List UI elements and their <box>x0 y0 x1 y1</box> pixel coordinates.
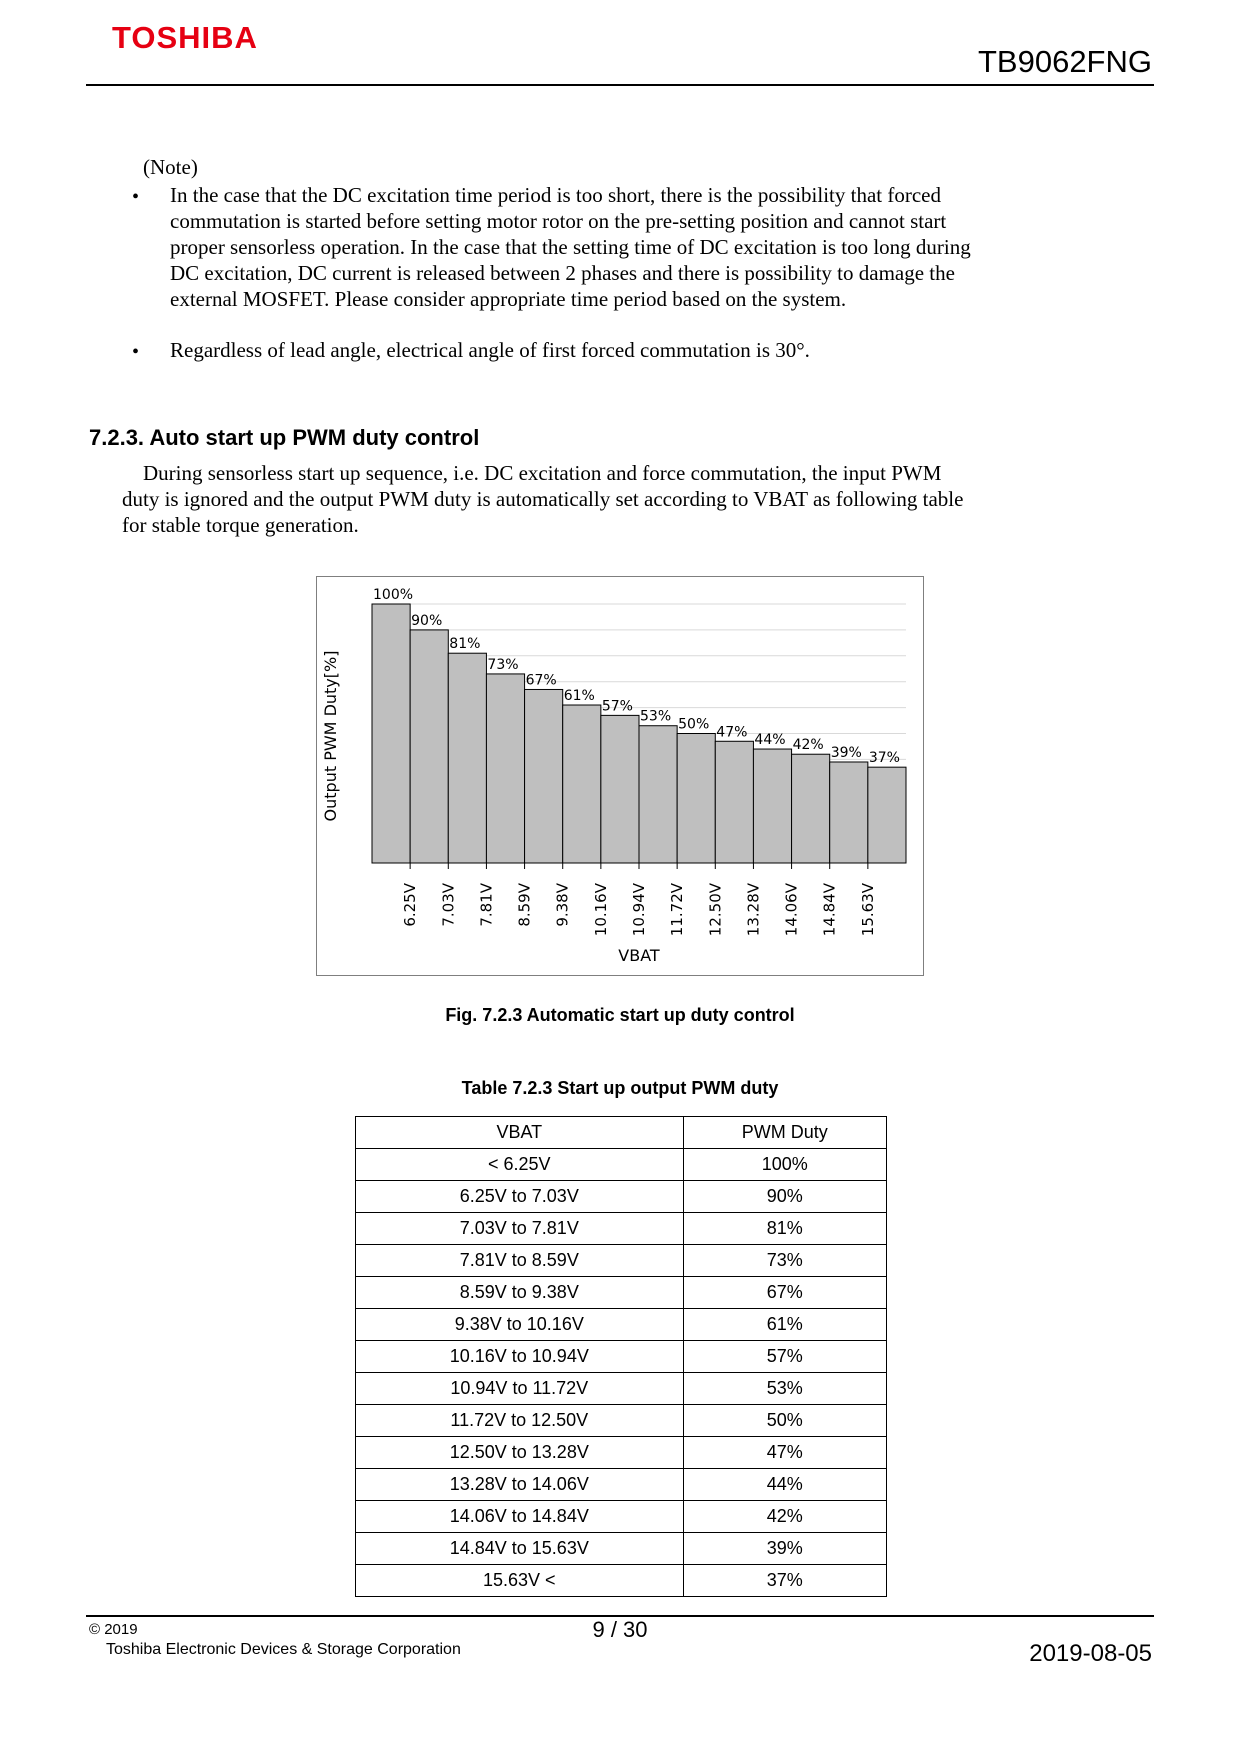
bar <box>753 749 791 863</box>
column-header-pwm-duty: PWM Duty <box>683 1117 886 1149</box>
vbat-cell: 10.94V to 11.72V <box>356 1373 684 1405</box>
data-label: 61% <box>563 688 595 705</box>
x-tick-label: 15.63V <box>858 883 877 937</box>
data-label: 50% <box>678 716 710 733</box>
note-bullet-1 <box>170 182 1150 312</box>
footer-date: 2019-08-05 <box>1029 1640 1152 1667</box>
table-row <box>356 1181 887 1213</box>
intro-line: for stable torque generation. <box>122 513 359 537</box>
data-label: 67% <box>525 672 557 689</box>
data-label: 42% <box>792 737 824 754</box>
table-row <box>356 1501 887 1533</box>
x-tick-label: 11.72V <box>668 883 687 937</box>
toshiba-logo: TOSHIBA <box>112 20 258 55</box>
table-row <box>356 1437 887 1469</box>
pwm-duty-cell: 100% <box>683 1149 886 1181</box>
x-tick-label: 14.06V <box>782 883 801 937</box>
intro-line: duty is ignored and the output PWM duty is automatically set according to VBAT as following table <box>122 487 964 511</box>
vbat-cell: 9.38V to 10.16V <box>356 1309 684 1341</box>
data-label: 81% <box>449 636 481 653</box>
y-axis-label: Output PWM Duty[%] <box>321 650 340 822</box>
bar <box>448 653 486 863</box>
vbat-cell: 7.03V to 7.81V <box>356 1213 684 1245</box>
note-line: Regardless of lead angle, electrical angle of first forced commutation is 30°. <box>170 338 810 362</box>
duty-chart <box>316 576 924 976</box>
bar <box>410 630 448 863</box>
vbat-cell: 10.16V to 10.94V <box>356 1341 684 1373</box>
x-tick-label: 10.94V <box>630 883 648 937</box>
bar <box>830 762 868 863</box>
vbat-cell: 14.06V to 14.84V <box>356 1501 684 1533</box>
vbat-cell: 13.28V to 14.06V <box>356 1469 684 1501</box>
data-label: 37% <box>868 750 900 767</box>
bar <box>486 674 524 863</box>
note-line: commutation is started before setting motor rotor on the pre-setting position and cannot start <box>170 209 947 233</box>
pwm-duty-cell: 61% <box>683 1309 886 1341</box>
company-name: Toshiba Electronic Devices & Storage Corporation <box>106 1641 461 1658</box>
duty-table <box>355 1116 887 1597</box>
x-tick-label: 12.50V <box>706 883 725 937</box>
table-row <box>356 1341 887 1373</box>
x-axis-label: VBAT <box>618 946 660 965</box>
data-label: 44% <box>754 732 786 749</box>
bullet-marker: • <box>132 186 140 208</box>
pwm-duty-cell: 37% <box>683 1565 886 1597</box>
bar <box>601 715 639 863</box>
table-row <box>356 1469 887 1501</box>
vbat-cell: 7.81V to 8.59V <box>356 1245 684 1277</box>
bar <box>639 726 677 863</box>
x-tick-label: 9.38V <box>553 883 572 927</box>
section-intro <box>122 460 1152 538</box>
bar <box>525 689 563 863</box>
data-label: 53% <box>640 708 672 725</box>
x-tick-label: 7.81V <box>477 883 496 927</box>
vbat-cell: 12.50V to 13.28V <box>356 1437 684 1469</box>
table-row <box>356 1373 887 1405</box>
pwm-duty-cell: 50% <box>683 1405 886 1437</box>
data-label: 39% <box>830 744 862 761</box>
pwm-duty-cell: 81% <box>683 1213 886 1245</box>
pwm-duty-cell: 44% <box>683 1469 886 1501</box>
x-tick-label: 10.16V <box>591 883 610 937</box>
bullet-marker: • <box>132 341 140 363</box>
intro-line: During sensorless start up sequence, i.e. DC excitation and force commutation, the input PWM <box>143 461 942 485</box>
bar <box>372 604 410 863</box>
vbat-cell: 6.25V to 7.03V <box>356 1181 684 1213</box>
pwm-duty-cell: 90% <box>683 1181 886 1213</box>
pwm-duty-cell: 73% <box>683 1245 886 1277</box>
table-row <box>356 1245 887 1277</box>
bar <box>677 734 715 864</box>
table-row <box>356 1149 887 1181</box>
note-line: proper sensorless operation. In the case that the setting time of DC excitation is too long during <box>170 235 971 259</box>
vbat-cell: 15.63V < <box>356 1565 684 1597</box>
data-label: 47% <box>716 724 748 741</box>
note-bullet-2 <box>170 337 1150 363</box>
vbat-cell: 14.84V to 15.63V <box>356 1533 684 1565</box>
note-line: external MOSFET. Please consider appropriate time period based on the system. <box>170 287 847 311</box>
vbat-cell: 11.72V to 12.50V <box>356 1405 684 1437</box>
figure-caption: Fig. 7.2.3 Automatic start up duty control <box>445 1005 795 1025</box>
pwm-duty-cell: 67% <box>683 1277 886 1309</box>
document-id: TB9062FNG <box>977 44 1152 79</box>
data-label: 90% <box>411 612 443 629</box>
table-row <box>356 1565 887 1597</box>
data-label: 73% <box>487 656 519 673</box>
table-title: Table 7.2.3 Start up output PWM duty <box>461 1078 779 1098</box>
note-line: In the case that the DC excitation time period is too short, there is the possibility that forced <box>170 183 941 207</box>
table-header-row <box>356 1117 887 1149</box>
data-label: 57% <box>601 698 633 715</box>
table-row <box>356 1309 887 1341</box>
note-title: (Note) <box>143 155 198 179</box>
page-number: 9 / 30 <box>592 1617 648 1642</box>
copyright: © 2019 <box>89 1621 138 1638</box>
duty-chart-svg <box>316 576 924 976</box>
section-heading: 7.2.3. Auto start up PWM duty control <box>89 425 480 450</box>
x-tick-label: 13.28V <box>744 883 763 937</box>
x-tick-label: 6.25V <box>401 883 420 927</box>
bar <box>868 767 906 863</box>
x-tick-label: 7.03V <box>439 883 458 927</box>
pwm-duty-cell: 57% <box>683 1341 886 1373</box>
vbat-cell: 8.59V to 9.38V <box>356 1277 684 1309</box>
pwm-duty-cell: 39% <box>683 1533 886 1565</box>
table-row <box>356 1213 887 1245</box>
x-tick-label: 8.59V <box>515 883 534 927</box>
bar <box>792 754 830 863</box>
pwm-duty-cell: 53% <box>683 1373 886 1405</box>
table-row <box>356 1277 887 1309</box>
bar <box>715 741 753 863</box>
header-rule <box>86 84 1154 86</box>
bar <box>563 705 601 863</box>
x-tick-label: 14.84V <box>820 883 839 937</box>
table-row <box>356 1533 887 1565</box>
note-line: DC excitation, DC current is released between 2 phases and there is possibility to damage the <box>170 261 955 285</box>
pwm-duty-cell: 42% <box>683 1501 886 1533</box>
table-row <box>356 1405 887 1437</box>
data-label: 100% <box>373 587 414 603</box>
pwm-duty-cell: 47% <box>683 1437 886 1469</box>
column-header-vbat: VBAT <box>356 1117 684 1149</box>
vbat-cell: < 6.25V <box>356 1149 684 1181</box>
